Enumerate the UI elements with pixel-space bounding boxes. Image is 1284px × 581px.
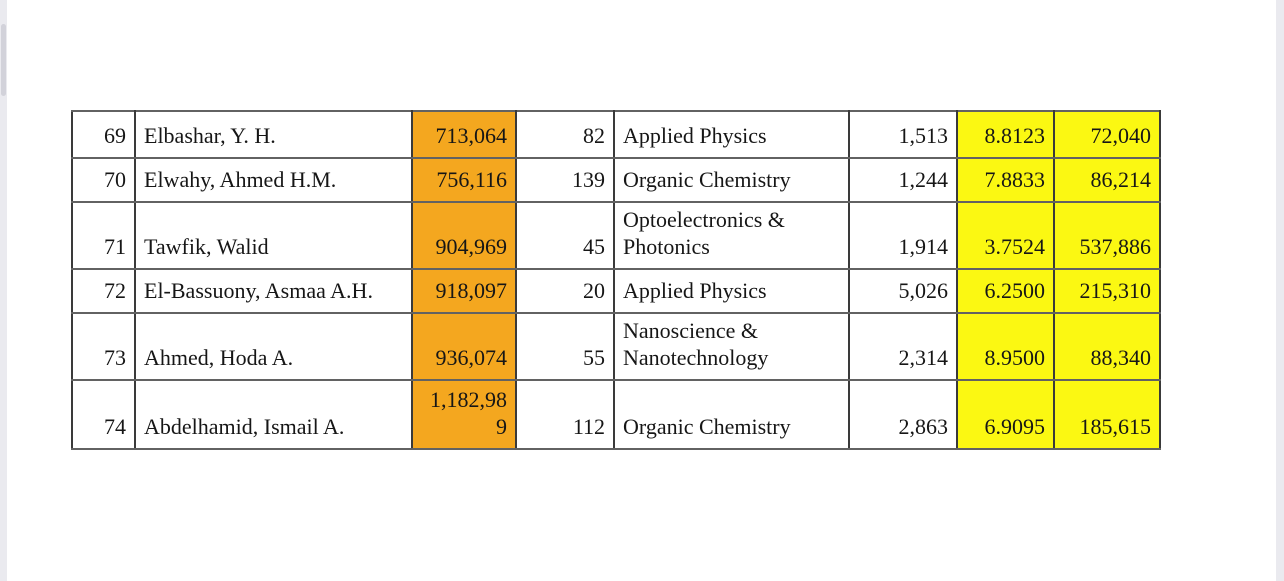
cell-value1: 756,116 — [412, 158, 516, 202]
cell-value4: 72,040 — [1054, 111, 1160, 158]
cell-value3: 3.7524 — [957, 202, 1054, 269]
cell-value2: 1,513 — [849, 111, 957, 158]
cell-author-name: Ahmed, Hoda A. — [135, 313, 412, 380]
cell-field: Organic Chemistry — [614, 158, 849, 202]
cell-value4: 537,886 — [1054, 202, 1160, 269]
cell-author-name: Elbashar, Y. H. — [135, 111, 412, 158]
table-row — [72, 111, 1160, 158]
cell-rank: 70 — [72, 158, 135, 202]
cell-field: Optoelectronics & Photonics — [614, 202, 849, 269]
cell-value3: 6.9095 — [957, 380, 1054, 449]
cell-value3: 8.8123 — [957, 111, 1054, 158]
cell-field-rank: 82 — [516, 111, 614, 158]
table-row — [72, 158, 1160, 202]
table-row — [72, 202, 1160, 269]
cell-rank: 72 — [72, 269, 135, 313]
cell-value2: 2,863 — [849, 380, 957, 449]
cell-field-rank: 20 — [516, 269, 614, 313]
cell-value1: 1,182,989 — [412, 380, 516, 449]
cell-author-name: El-Bassuony, Asmaa A.H. — [135, 269, 412, 313]
cell-value4: 215,310 — [1054, 269, 1160, 313]
cell-value4: 88,340 — [1054, 313, 1160, 380]
cell-value2: 1,914 — [849, 202, 957, 269]
cell-value3: 6.2500 — [957, 269, 1054, 313]
cell-value1: 713,064 — [412, 111, 516, 158]
cell-field-rank: 55 — [516, 313, 614, 380]
right-scrollbar-track[interactable] — [1276, 0, 1284, 581]
cell-value2: 1,244 — [849, 158, 957, 202]
cell-field-rank: 45 — [516, 202, 614, 269]
cell-value3: 8.9500 — [957, 313, 1054, 380]
cell-author-name: Elwahy, Ahmed H.M. — [135, 158, 412, 202]
cell-author-name: Tawfik, Walid — [135, 202, 412, 269]
table-row — [72, 269, 1160, 313]
cell-field: Nanoscience & Nanotechnology — [614, 313, 849, 380]
cell-field-rank: 139 — [516, 158, 614, 202]
cell-field: Organic Chemistry — [614, 380, 849, 449]
left-scrollbar-thumb[interactable] — [1, 24, 6, 96]
cell-author-name: Abdelhamid, Ismail A. — [135, 380, 412, 449]
cell-value1: 936,074 — [412, 313, 516, 380]
cell-value2: 5,026 — [849, 269, 957, 313]
table-row — [72, 313, 1160, 380]
cell-value1: 918,097 — [412, 269, 516, 313]
cell-field: Applied Physics — [614, 269, 849, 313]
cell-value1: 904,969 — [412, 202, 516, 269]
cell-value2: 2,314 — [849, 313, 957, 380]
cell-rank: 73 — [72, 313, 135, 380]
cell-value3: 7.8833 — [957, 158, 1054, 202]
cell-rank: 69 — [72, 111, 135, 158]
cell-value4: 86,214 — [1054, 158, 1160, 202]
left-scrollbar-track[interactable] — [0, 0, 7, 581]
cell-field-rank: 112 — [516, 380, 614, 449]
table-row — [72, 380, 1160, 449]
authors-ranking-table — [71, 110, 1161, 450]
cell-value4: 185,615 — [1054, 380, 1160, 449]
cell-rank: 74 — [72, 380, 135, 449]
cell-rank: 71 — [72, 202, 135, 269]
cell-field: Applied Physics — [614, 111, 849, 158]
